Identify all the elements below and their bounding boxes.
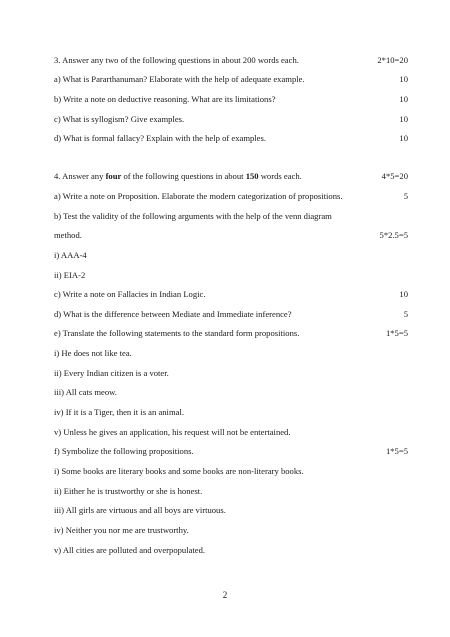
q4-header-mid: of the following questions in about	[121, 171, 246, 181]
q4-item-b-text: b) Test the validity of the following arguments with the help of the venn diagram	[54, 211, 332, 221]
q3-item-b-marks: 10	[399, 94, 408, 104]
q4-item-b-ii-text: ii) EIA-2	[54, 270, 86, 280]
q4-item-f-v-text: v) All cities are polluted and overpopulated.	[54, 545, 206, 555]
q4-item-b-ii	[54, 268, 408, 282]
q4-item-e-iii-text: iii) All cats meow.	[54, 387, 117, 397]
q3-item-d-marks: 10	[399, 133, 408, 143]
q4-item-f-ii	[54, 484, 408, 498]
q4-item-f-ii-text: ii) Either he is trustworthy or she is honest.	[54, 486, 203, 496]
q3-item-b	[54, 92, 408, 106]
q4-item-f-iv	[54, 523, 408, 537]
q4-item-b-marks-total: 5*2.5=5	[379, 230, 408, 240]
q4-header-pre: 4. Answer any	[54, 171, 106, 181]
q4-item-f	[54, 444, 408, 458]
q3-item-b-text: b) Write a note on deductive reasoning. What are its limitations?	[54, 94, 276, 104]
q4-item-e-text: e) Translate the following statements to the standard form propositions.	[54, 328, 300, 338]
q4-item-e-marks: 1*5=5	[385, 328, 408, 338]
q4-item-b-i	[54, 248, 408, 262]
q4-item-d	[54, 307, 408, 321]
q3-item-d-text: d) What is formal fallacy? Explain with the help of examples.	[54, 133, 266, 143]
q4-item-b	[54, 209, 408, 223]
q4-item-b-cont-text: method.	[54, 230, 82, 240]
q4-item-e-iii	[54, 385, 408, 399]
q4-item-e-ii-text: ii) Every Indian citizen is a voter.	[54, 368, 169, 378]
q3-header-marks: 2*10=20	[377, 55, 408, 65]
q4-item-f-iii	[54, 503, 408, 517]
q4-item-f-marks: 1*5=5	[385, 446, 408, 456]
q4-item-f-i-text: i) Some books are literary books and some books are non-literary books.	[54, 466, 304, 476]
q4-item-f-iv-text: iv) Neither you nor me are trustworthy.	[54, 525, 189, 535]
q3-item-a-marks: 10	[399, 74, 408, 84]
q4-item-a	[54, 189, 408, 203]
q4-item-e-ii	[54, 366, 408, 380]
q4-header-post: words each.	[258, 171, 302, 181]
q4-item-b-i-text: i) AAA-4	[54, 250, 87, 260]
q4-item-f-iii-text: iii) All girls are virtuous and all boys are virtuous.	[54, 505, 226, 515]
q3-item-c	[54, 112, 408, 126]
q3-item-a	[54, 72, 408, 86]
q4-header	[54, 169, 408, 183]
q3-header	[54, 53, 408, 67]
q4-item-f-text: f) Symbolize the following propositions.	[54, 446, 194, 456]
q4-item-e	[54, 326, 408, 340]
q4-item-e-i	[54, 346, 408, 360]
q3-item-a-text: a) What is Pararthanuman? Elaborate with the help of adequate example.	[54, 74, 305, 84]
q4-item-d-text: d) What is the difference between Mediate and Immediate inference?	[54, 309, 292, 319]
q3-item-c-marks: 10	[399, 114, 408, 124]
q4-item-a-marks: 5	[403, 191, 408, 201]
q3-item-d	[54, 131, 408, 145]
q4-item-c	[54, 287, 408, 301]
q3-item-c-text: c) What is syllogism? Give examples.	[54, 114, 185, 124]
q4-header-text	[54, 169, 302, 183]
q4-item-e-i-text: i) He does not like tea.	[54, 348, 132, 358]
q4-header-bold-four: four	[105, 171, 122, 181]
page-number: 2	[222, 590, 228, 600]
q4-item-e-v	[54, 425, 408, 439]
q4-item-f-v	[54, 543, 408, 557]
q4-item-c-text: c) Write a note on Fallacies in Indian Logic.	[54, 289, 206, 299]
q4-item-e-v-text: v) Unless he gives an application, his request will not be entertained.	[54, 427, 291, 437]
q4-item-f-i	[54, 464, 408, 478]
q4-header-bold-150: 150	[245, 171, 259, 181]
q4-item-b-cont	[54, 228, 408, 242]
q4-item-a-text: a) Write a note on Proposition. Elaborate the modern categorization of propositions.	[54, 191, 343, 201]
q4-item-e-iv	[54, 405, 408, 419]
q4-item-e-iv-text: iv) If it is a Tiger, then it is an animal.	[54, 407, 184, 417]
q3-header-text: 3. Answer any two of the following questions in about 200 words each.	[54, 55, 299, 65]
q4-header-marks: 4*5=20	[381, 171, 408, 181]
q4-item-d-marks: 5	[403, 309, 408, 319]
q4-item-c-marks: 10	[399, 289, 408, 299]
